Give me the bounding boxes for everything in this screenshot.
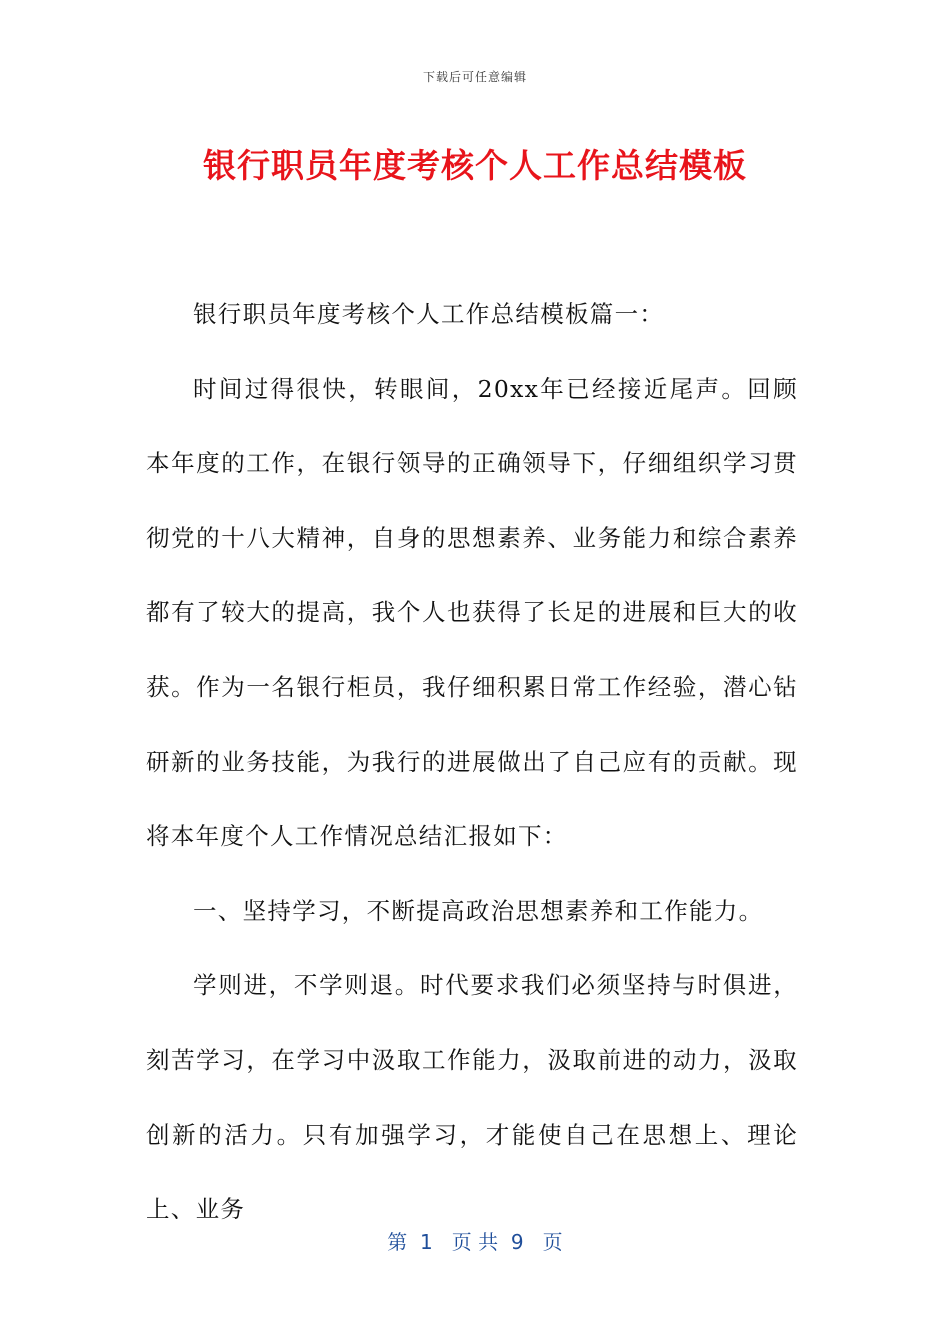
document-body [146,277,798,1247]
paragraph-point-one: 一、坚持学习，不断提高政治思想素养和工作能力。 [193,896,764,925]
page-number-footer: 第 1 页 共 9 页 [387,1230,563,1254]
paragraph-intro: 时间过得很快，转眼间，20xx年已经接近尾声。回顾本年度的工作，在银行领导的正确领导下，仔细组织学习贯彻党的十八大精神，自身的思想素养、业务能力和综合素养都有了较大的提高，我个人也获得了长足的进展和巨大的收获。作为一名银行柜员，我仔细积累日常工作经验，潜心钻研新的业务技能，为我行的进展做出了自己应有的贡献。现将本年度个人工作情况总结汇报如下： [146,374,798,851]
paragraph-section-heading: 银行职员年度考核个人工作总结模板篇一： [193,300,665,328]
header-note: 下载后可任意编辑 [422,70,527,84]
document-title: 银行职员年度考核个人工作总结模板 [203,146,747,185]
paragraph-study: 学则进，不学则退。时代要求我们必须坚持与时俱进，刻苦学习，在学习中汲取工作能力，汲取前进的动力，汲取创新的活力。只有加强学习，才能使自己在思想上、理论上、业务 [146,971,798,1224]
